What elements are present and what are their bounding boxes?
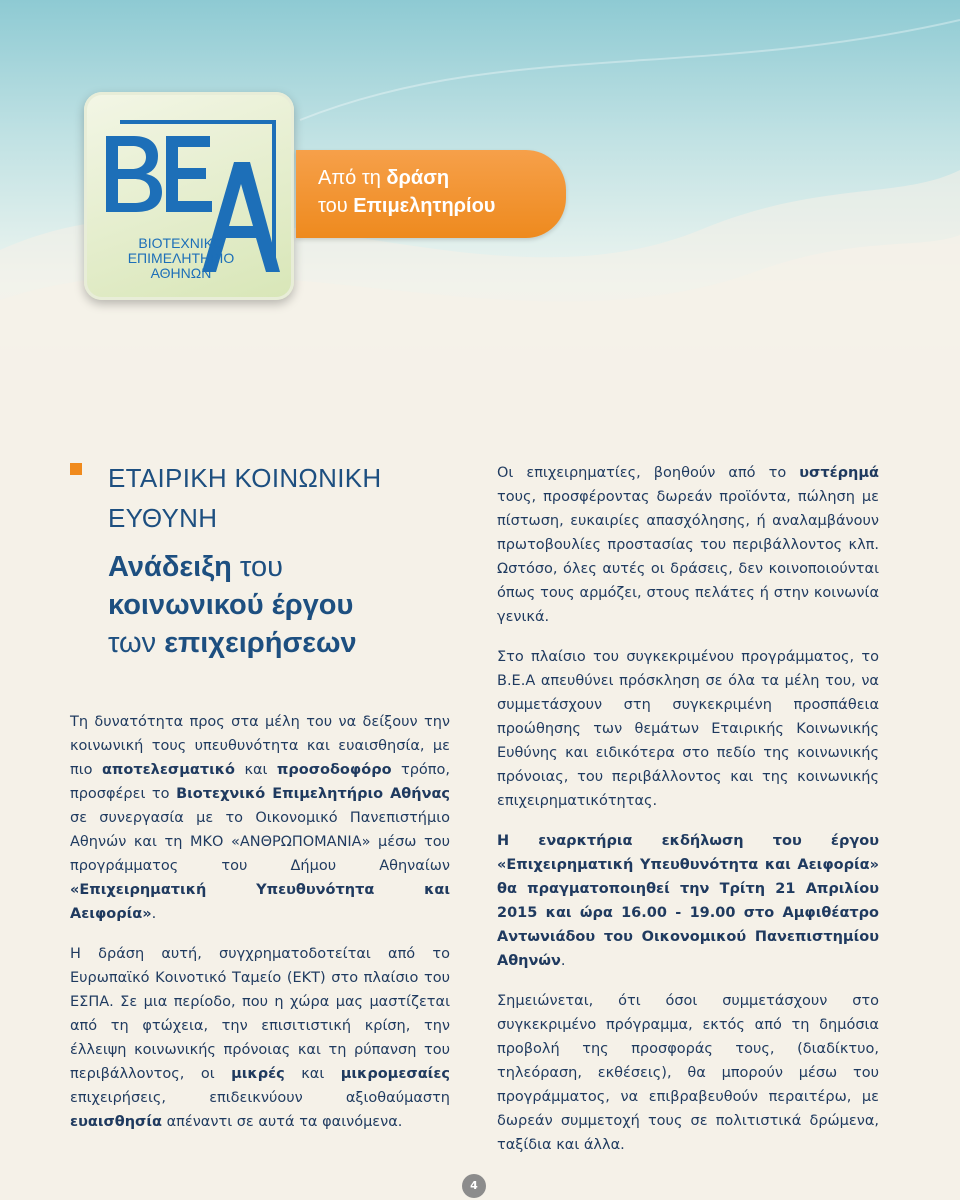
header-hero	[0, 0, 960, 380]
text-run: επιχειρήσεις, επιδεικνύουν αξιοθαύμαστη	[70, 1090, 450, 1106]
bold-run: προσοδοφόρο	[276, 762, 392, 778]
text-run: απέναντι σε αυτά τα φαινόμενα.	[161, 1114, 403, 1130]
paragraph	[70, 942, 450, 1134]
logo-caption-line: ΒΙΟΤΕΧΝΙΚΟ	[138, 235, 224, 251]
headline-light: των	[108, 627, 165, 659]
logo-caption	[104, 236, 258, 281]
bold-run: Η εναρκτήρια εκδήλωση του έργου «Επιχειρηματική Υπευθυνότητα και Αειφορία» θα πραγματοποιηθεί την Τρίτη 21 Απριλίου 2015 και ώρα 16.00 - 19.00 στο Αμφιθέατρο Αντωνιάδου του Οικονομικού Πανεπιστημίου Αθηνών	[497, 833, 879, 969]
paragraph	[497, 461, 879, 629]
paragraph: Σημειώνεται, ότι όσοι συμμετάσχουν στο συγκεκριμένο πρόγραμμα, εκτός από τη δημόσια προβολή της προσφοράς τους, (διαδίκτυο, τηλεόραση, εκθέσεις), θα μπορούν μέσω του προγράμματος, να επιβραβευθούν περαιτέρω, με δωρεάν συμμετοχή τους σε πολιτιστικά δρώμενα, ταξίδια και άλλα.	[497, 993, 879, 1153]
article-headline	[108, 548, 438, 662]
bold-run: υστέρημά	[799, 465, 879, 481]
left-column	[70, 710, 450, 1150]
text-run: σε συνεργασία με το Οικονομικό Πανεπιστήμιο Αθηνών και τη ΜΚΟ «ΑΝΘΡΩΠΟΜΑΝΙΑ» μέσω του προγράμματος του Δήμου Αθηναίων	[70, 810, 450, 874]
bold-run: αποτελεσματικό	[101, 762, 236, 778]
banner-text-bold: Επιμελητηρίου	[353, 195, 496, 217]
banner-text-bold: δράση	[386, 167, 450, 189]
headline-bold: Ανάδειξη	[108, 551, 232, 583]
headline-light: του	[231, 551, 283, 583]
text-run: τους, προσφέροντας δωρεάν προϊόντα, πώληση με πίστωση, ευκαιρίες απασχόλησης, ή αναλαμβάνουν πρωτοβουλίες προστασίας του περιβάλλοντος κλπ. Ωστόσο, όλες αυτές οι δράσεις, δεν κοινοποιούνται όπως τους αρμόζει, στους πελάτες ή στην κοινωνία γενικά.	[497, 489, 879, 625]
page-number: 4	[462, 1174, 486, 1198]
right-column	[497, 461, 879, 1173]
paragraph: Στο πλαίσιο του συγκεκριμένου προγράμματος, το Β.Ε.Α απευθύνει πρόσκληση σε όλα τα μέλη του, να συμμετάσχουν στη συγκεκριμένη προσπάθεια προώθησης των θεμάτων Εταιρικής Κοινωνικής Ευθύνης και ειδικότερα στο πεδίο της κοινωνικής πρόνοιας, του περιβάλλοντος και της κοινωνικής επιχειρηματικότητας.	[497, 649, 879, 809]
bold-run: μικρές	[231, 1066, 285, 1082]
bold-run: «Επιχειρηματική Υπευθυνότητα και Αειφορία»	[70, 882, 450, 922]
text-run: Τη δυνατότητα προς στα μέλη του να δείξουν την κοινωνική τους υπευθυνότητα και ευαισθησία, με πιο	[70, 714, 450, 778]
text-run: και	[235, 762, 277, 778]
banner-line-2	[318, 194, 495, 218]
headline-bold: επιχειρήσεων	[164, 627, 357, 659]
banner-text: Από τη	[318, 167, 387, 189]
text-run: .	[151, 906, 157, 922]
paragraph	[70, 710, 450, 926]
bold-run: μικρομεσαίες	[340, 1066, 450, 1082]
section-label: ΕΤΑΙΡΙΚΗ ΚΟΙΝΩΝΙΚΗ ΕΥΘΥΝΗ	[108, 463, 382, 533]
banner-text: του	[318, 195, 354, 217]
text-run: Οι επιχειρηματίες, βοηθούν από το	[497, 465, 800, 481]
text-run: Η δράση αυτή, συγχρηματοδοτείται από το Ευρωπαϊκό Κοινοτικό Ταμείο (ΕΚΤ) στο πλαίσιο του ΕΣΠΑ. Σε μια περίοδο, που η χώρα μας μαστίζεται από τη φτώχεια, την επισιτιστική κρίση, την έλλειψη κοινωνικής πρόνοιας και τη ρύπανση του περιβάλλοντος, οι	[70, 946, 450, 1082]
paragraph	[497, 829, 879, 973]
section-bullet-icon	[70, 463, 82, 475]
logo-caption-line: ΑΘΗΝΩΝ	[150, 265, 212, 281]
logo-caption-line: ΕΠΙΜΕΛΗΤΗΡΙΟ	[127, 250, 235, 266]
text-run: τρόπο, προσφέρει το	[70, 762, 450, 802]
section-banner	[296, 150, 566, 238]
headline-bold: κοινωνικού έργου	[108, 589, 354, 621]
bold-run: Βιοτεχνικό Επιμελητήριο Αθήνας	[176, 786, 451, 802]
bold-run: ευαισθησία	[70, 1114, 162, 1130]
banner-line-1	[318, 166, 449, 190]
text-run: και	[284, 1066, 341, 1082]
text-run: .	[560, 953, 566, 969]
